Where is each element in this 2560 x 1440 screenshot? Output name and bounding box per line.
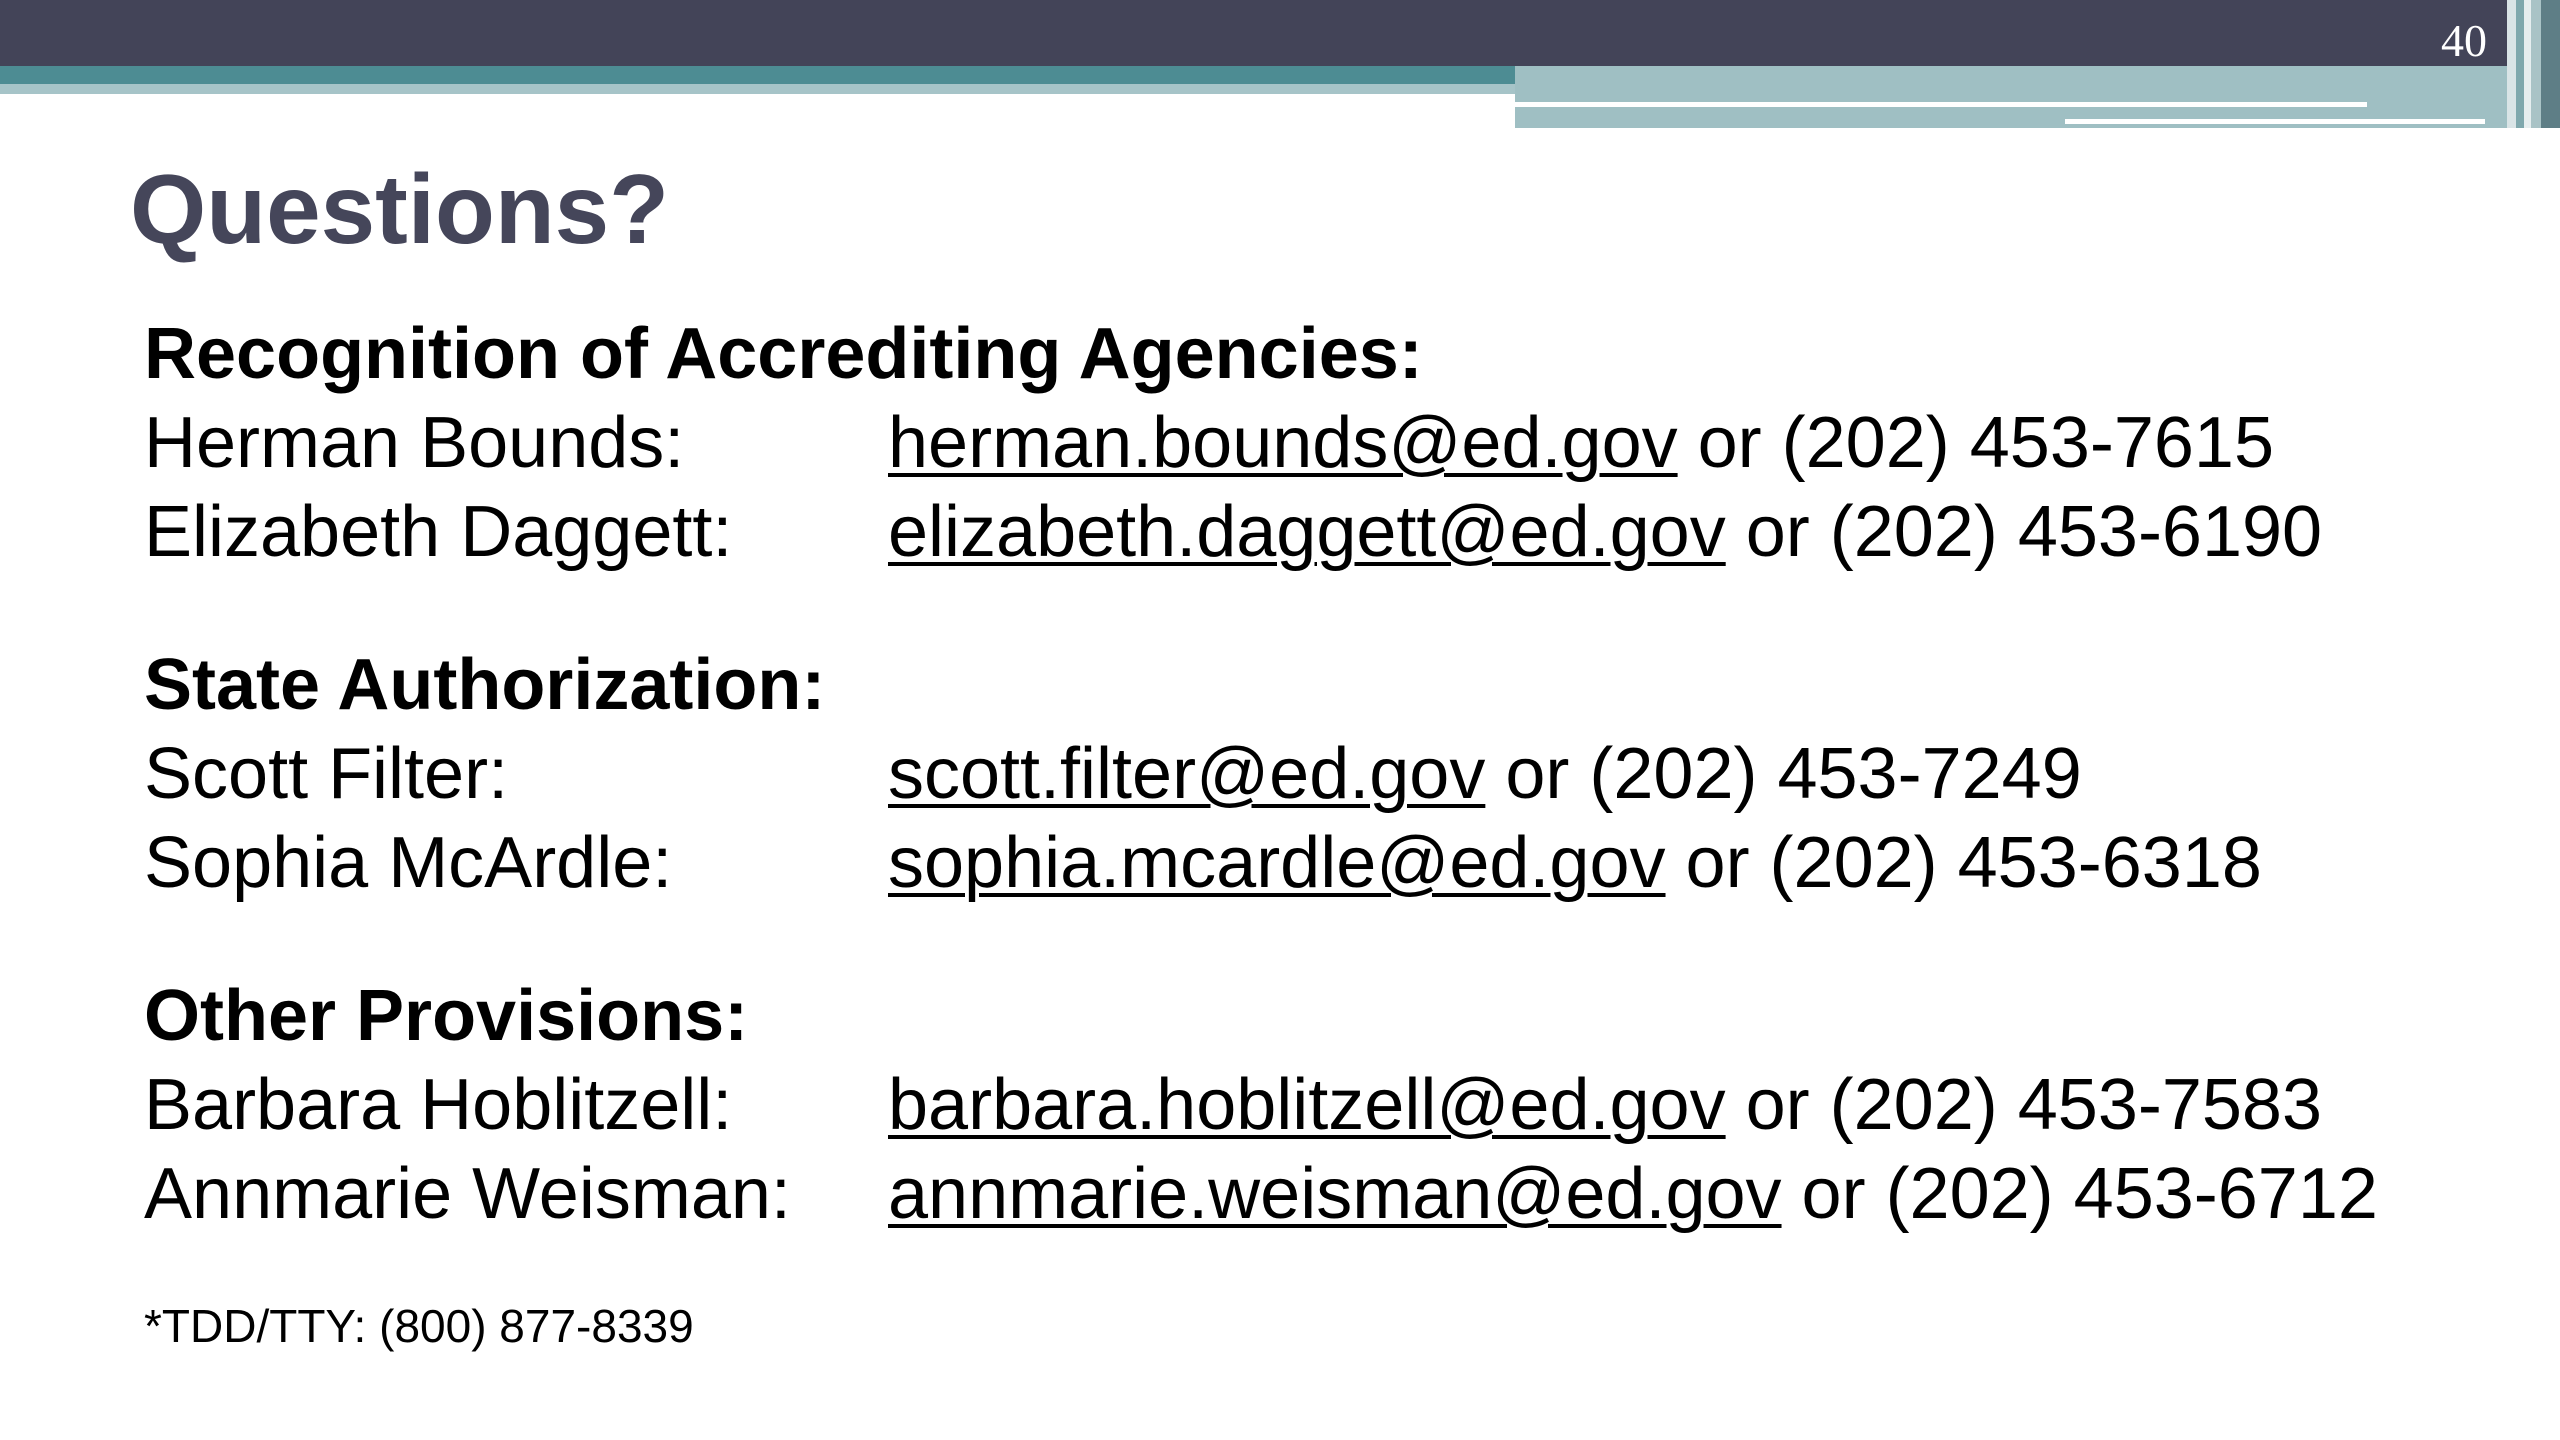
contact-phone: (202) 453-7249 xyxy=(1589,734,2082,814)
contact-phone: (202) 453-7583 xyxy=(1829,1065,2323,1145)
contact-row xyxy=(144,488,2544,577)
contact-connector: or xyxy=(1725,1065,1830,1145)
contacts-content xyxy=(144,310,2544,1239)
top-banner xyxy=(0,0,2560,66)
slide-number: 40 xyxy=(2441,15,2487,66)
contact-section xyxy=(144,972,2544,1239)
contact-name: Annmarie Weisman: xyxy=(144,1154,791,1234)
contact-name: Barbara Hoblitzell: xyxy=(144,1065,733,1145)
contact-connector: or xyxy=(1677,403,1782,483)
contact-phone: (202) 453-6318 xyxy=(1769,823,2262,903)
banner-endcap xyxy=(2516,0,2524,128)
slide-title: Questions? xyxy=(130,154,670,264)
contact-connector: or xyxy=(1485,734,1590,814)
contact-email-link[interactable]: barbara.hoblitzell@ed.gov xyxy=(888,1065,1726,1145)
section-heading: Other Provisions: xyxy=(144,976,749,1056)
contact-name: Sophia McArdle: xyxy=(144,823,673,903)
contact-connector: or xyxy=(1725,492,1830,572)
contact-email-link[interactable]: elizabeth.daggett@ed.gov xyxy=(888,492,1726,572)
tty-footnote: *TDD/TTY: (800) 877-8339 xyxy=(144,1300,694,1352)
banner-endcap xyxy=(2531,0,2541,128)
contact-email-link[interactable]: annmarie.weisman@ed.gov xyxy=(888,1154,1782,1234)
contact-connector: or xyxy=(1781,1154,1886,1234)
contact-row xyxy=(144,1061,2544,1150)
banner-accent-stripe xyxy=(0,66,1515,84)
banner-accent-block xyxy=(1515,66,2507,128)
section-heading: Recognition of Accrediting Agencies: xyxy=(144,314,1423,394)
banner-highlight-line xyxy=(2065,119,2485,124)
banner-highlight-line xyxy=(1515,102,2367,107)
contact-row xyxy=(144,730,2544,819)
contact-email-link[interactable]: sophia.mcardle@ed.gov xyxy=(888,823,1666,903)
contact-row xyxy=(144,819,2544,908)
banner-endcap xyxy=(2507,0,2516,128)
contact-phone: (202) 453-6190 xyxy=(1829,492,2323,572)
contact-section xyxy=(144,641,2544,908)
contact-phone: (202) 453-6712 xyxy=(1885,1154,2378,1234)
contact-name: Herman Bounds: xyxy=(144,403,685,483)
contact-connector: or xyxy=(1665,823,1770,903)
banner-endcap xyxy=(2541,0,2560,128)
contact-section xyxy=(144,310,2544,577)
contact-row xyxy=(144,1150,2544,1239)
section-heading: State Authorization: xyxy=(144,645,826,725)
contact-row xyxy=(144,399,2544,488)
contact-name: Scott Filter: xyxy=(144,734,509,814)
banner-accent-stripe-light xyxy=(0,84,1515,94)
contact-email-link[interactable]: scott.filter@ed.gov xyxy=(888,734,1486,814)
contact-email-link[interactable]: herman.bounds@ed.gov xyxy=(888,403,1678,483)
banner-endcap xyxy=(2524,0,2531,128)
contact-name: Elizabeth Daggett: xyxy=(144,492,733,572)
contact-phone: (202) 453-7615 xyxy=(1781,403,2275,483)
